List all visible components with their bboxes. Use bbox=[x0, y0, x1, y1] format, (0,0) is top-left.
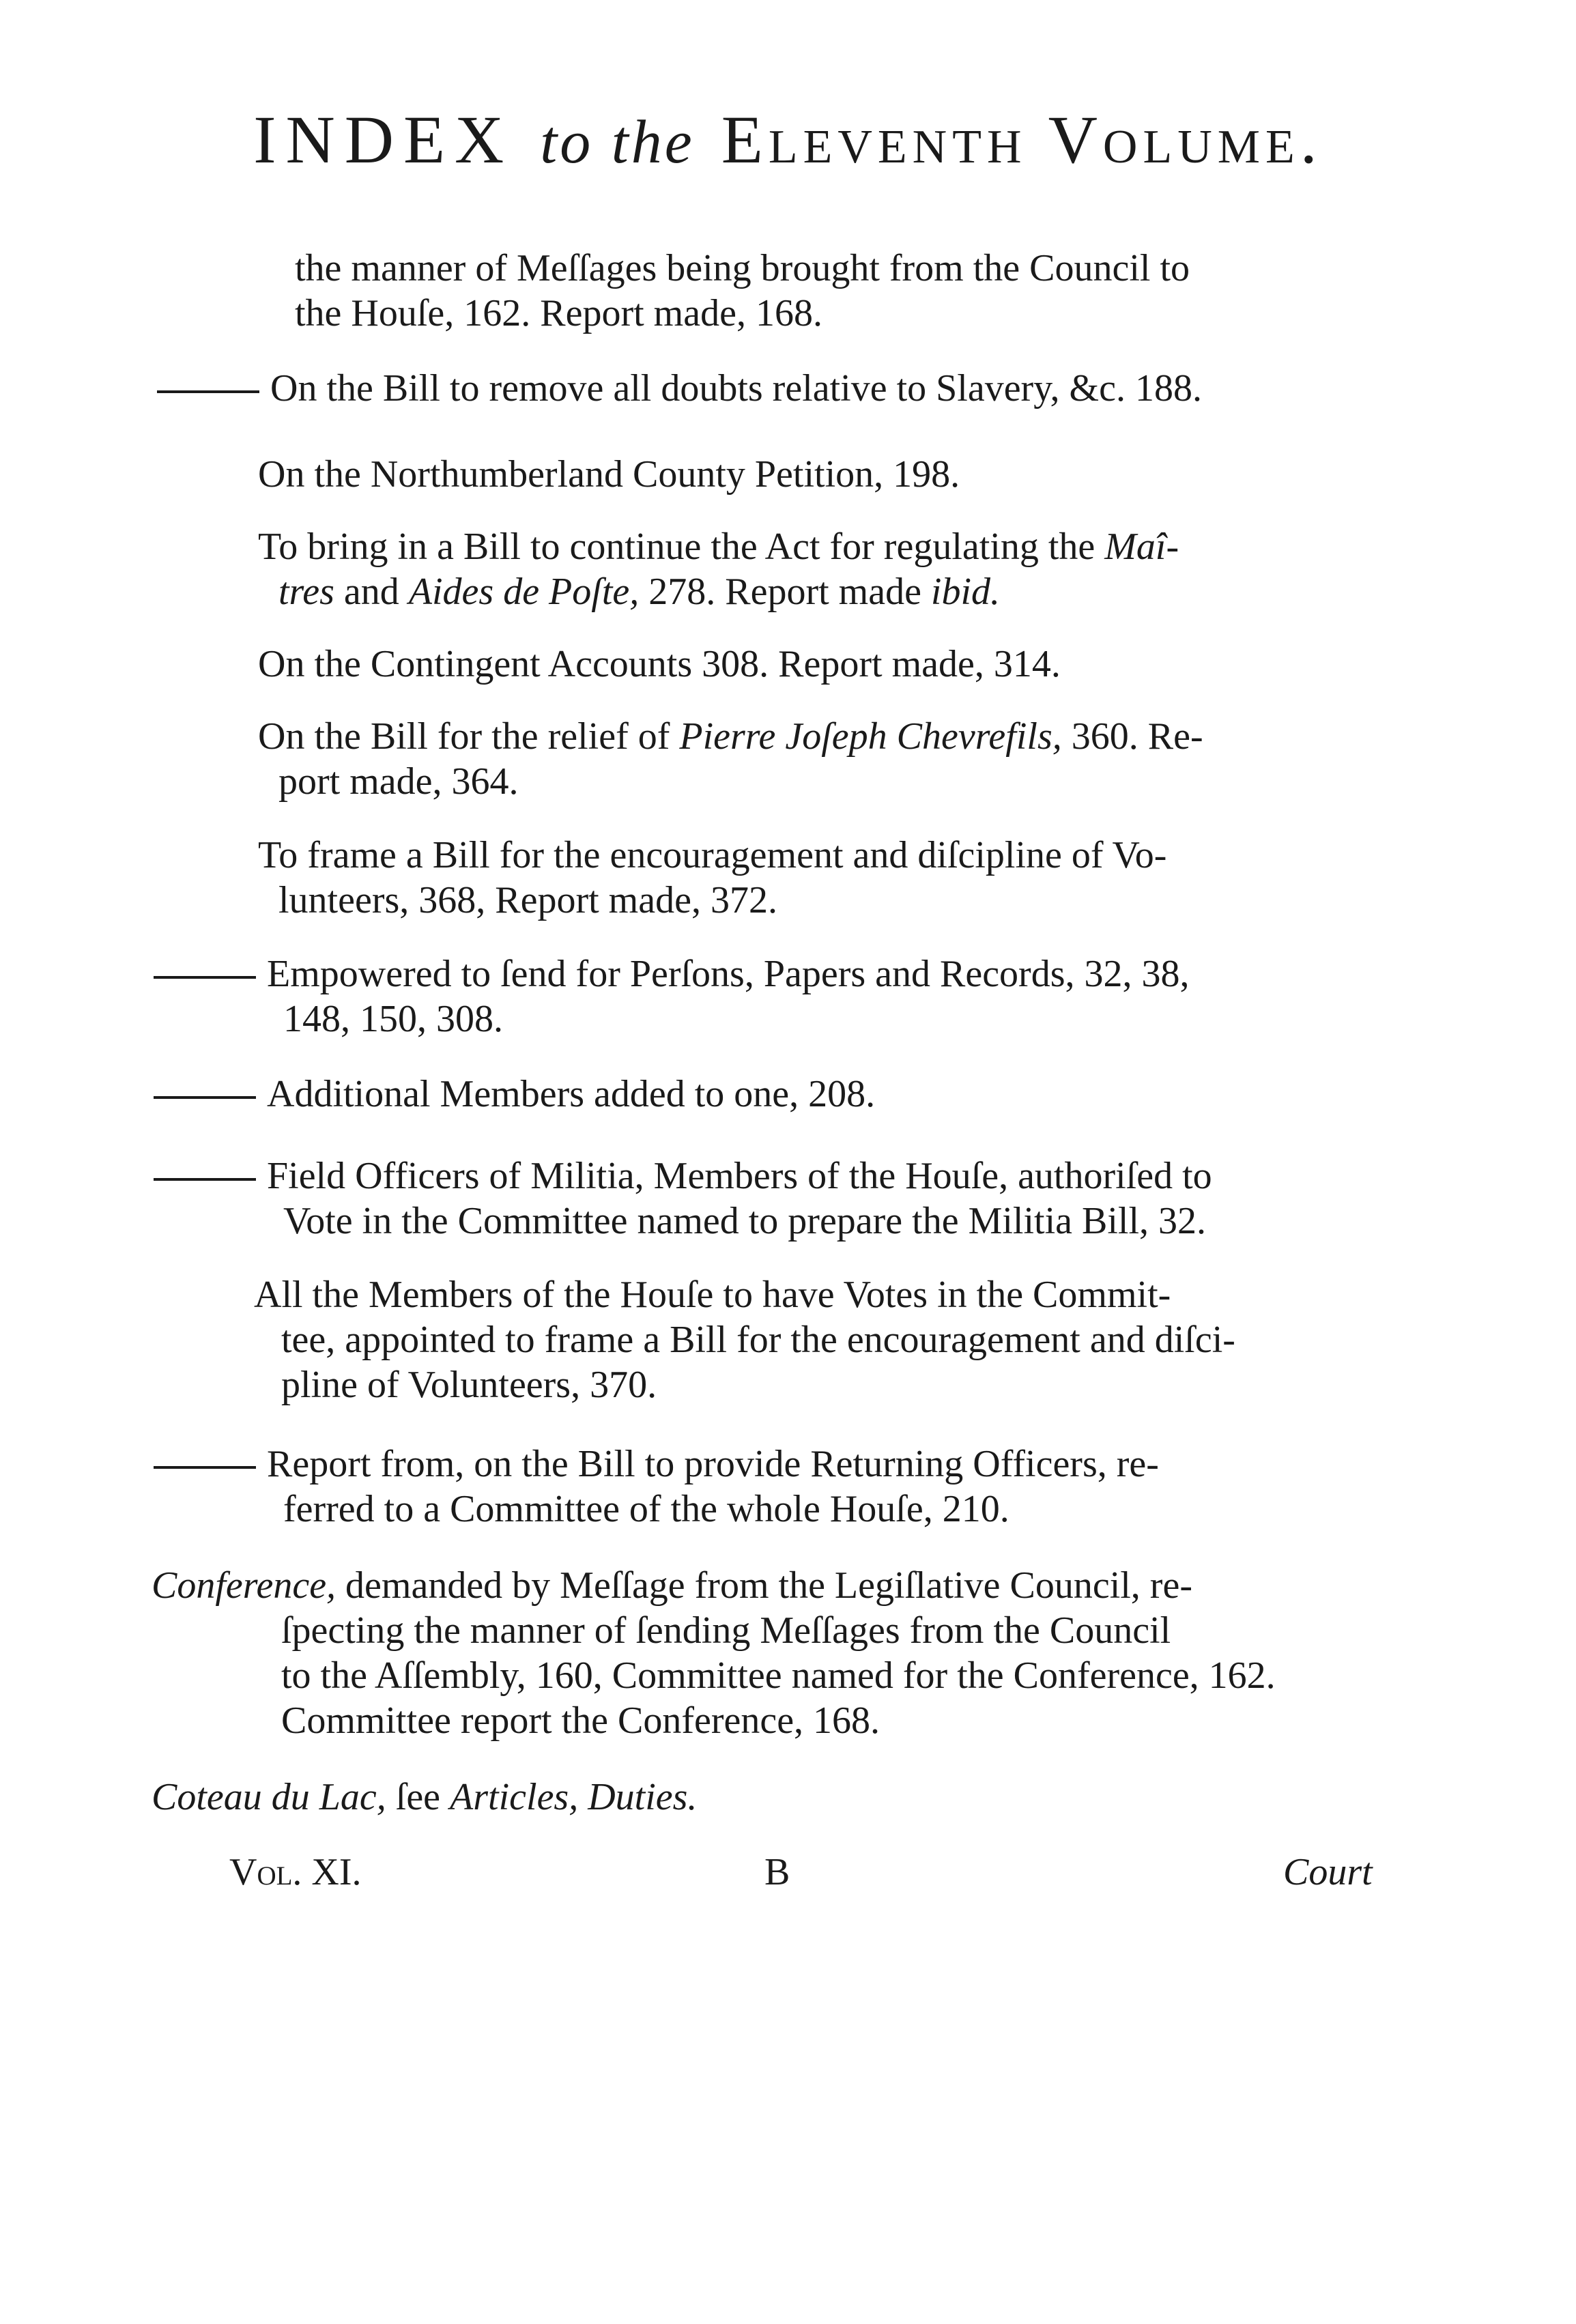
entry-line: On the Contingent Accounts 308. Report made, 314. bbox=[258, 643, 1061, 685]
index-entry bbox=[154, 951, 1450, 1042]
em-dash-rule bbox=[157, 390, 259, 393]
entry-text: 278. Report made bbox=[648, 571, 921, 613]
entry-text-italic: Aides de Poſte, bbox=[408, 571, 640, 613]
index-entry bbox=[152, 1563, 1455, 1743]
heading-eleventh-volume: Eleventh Volume. bbox=[721, 102, 1323, 177]
entry-text-italic: Maî- bbox=[1104, 526, 1179, 568]
index-entry bbox=[154, 1153, 1450, 1244]
entry-headword: Coteau du Lac, bbox=[152, 1776, 386, 1818]
entry-text: and bbox=[343, 571, 399, 613]
page-heading bbox=[0, 102, 1576, 177]
em-dash-rule bbox=[154, 1178, 256, 1181]
entry-line: lunteers, 368, Report made, 372. bbox=[278, 879, 777, 921]
entry-text: Field Officers of Militia, Members of the Houſe, authoriſed to bbox=[267, 1155, 1212, 1197]
entry-text: To bring in a Bill to continue the Act for regulating the bbox=[258, 526, 1095, 568]
heading-to-the: to the bbox=[540, 109, 695, 176]
signature-mark: B bbox=[764, 1851, 790, 1893]
entry-line: ſpecting the manner of ſending Meſſages from the Council bbox=[281, 1609, 1171, 1652]
entry-text-italic: ibid. bbox=[930, 571, 1001, 613]
entry-text-italic: tres bbox=[278, 571, 334, 613]
entry-line bbox=[152, 1563, 1455, 1608]
entry-line: On the Bill to remove all doubts relative to Slavery, &c. 188. bbox=[270, 367, 1202, 410]
entry-line bbox=[154, 1441, 1450, 1487]
entry-text-italic: Articles, Duties. bbox=[450, 1776, 698, 1818]
entry-text: Empowered to ſend for Perſons, Papers and Records, 32, 38, bbox=[267, 953, 1190, 995]
entry-line bbox=[258, 569, 1452, 614]
em-dash-rule bbox=[154, 1096, 256, 1099]
entry-line: tee, appointed to frame a Bill for the encouragement and diſci- bbox=[281, 1319, 1235, 1361]
entry-line: pline of Volunteers, 370. bbox=[281, 1364, 657, 1406]
entry-line: Additional Members added to one, 208. bbox=[267, 1073, 876, 1115]
entry-line: the Houſe, 162. Report made, 168. bbox=[295, 292, 822, 334]
index-entry bbox=[258, 524, 1452, 614]
entry-line: the manner of Meſſages being brought from the Council to bbox=[295, 247, 1190, 289]
entry-line bbox=[154, 951, 1450, 996]
entry-line: Committee report the Conference, 168. bbox=[281, 1699, 880, 1742]
volume-number: Vol. XI. bbox=[229, 1851, 362, 1893]
entry-line: port made, 364. bbox=[278, 760, 519, 803]
entry-line: 148, 150, 308. bbox=[283, 998, 503, 1040]
index-entry bbox=[152, 1775, 1455, 1820]
entry-text-italic: Pierre Joſeph Chevrefils, bbox=[679, 715, 1062, 758]
entry-text: Report from, on the Bill to provide Returning Officers, re- bbox=[267, 1443, 1159, 1485]
entry-text: ſee bbox=[395, 1776, 441, 1818]
index-entry bbox=[154, 1441, 1450, 1532]
entry-line bbox=[154, 1153, 1450, 1199]
entry-line: ferred to a Committee of the whole Houſe, 210. bbox=[283, 1488, 1009, 1530]
em-dash-rule bbox=[154, 976, 256, 979]
entry-text: 360. Re- bbox=[1071, 715, 1203, 758]
entry-line: All the Members of the Houſe to have Votes in the Commit- bbox=[254, 1274, 1171, 1316]
entry-text: On the Bill for the relief of bbox=[258, 715, 670, 758]
index-entry bbox=[258, 833, 1452, 923]
entry-line bbox=[258, 714, 1452, 759]
heading-index: INDEX bbox=[253, 102, 514, 177]
index-entry bbox=[154, 1072, 1450, 1117]
index-entry bbox=[258, 714, 1452, 804]
em-dash-rule bbox=[154, 1466, 256, 1469]
catchword: Court bbox=[1283, 1851, 1373, 1893]
index-entry bbox=[254, 1272, 1455, 1407]
index-entry bbox=[295, 246, 1455, 336]
entry-line bbox=[258, 524, 1452, 569]
entry-line: Vote in the Committee named to prepare the Militia Bill, 32. bbox=[283, 1200, 1207, 1242]
entry-line: to the Aſſembly, 160, Committee named for the Conference, 162. bbox=[281, 1654, 1276, 1697]
entry-headword: Conference, bbox=[152, 1564, 336, 1607]
entry-text: demanded by Meſſage from the Legiſlative Council, re- bbox=[345, 1564, 1192, 1607]
index-entry bbox=[258, 642, 1452, 687]
entry-line: To frame a Bill for the encouragement and diſcipline of Vo- bbox=[258, 834, 1167, 876]
index-entry bbox=[157, 366, 1454, 411]
entry-line: On the Northumberland County Petition, 198. bbox=[258, 453, 960, 496]
index-entry bbox=[258, 452, 1452, 497]
